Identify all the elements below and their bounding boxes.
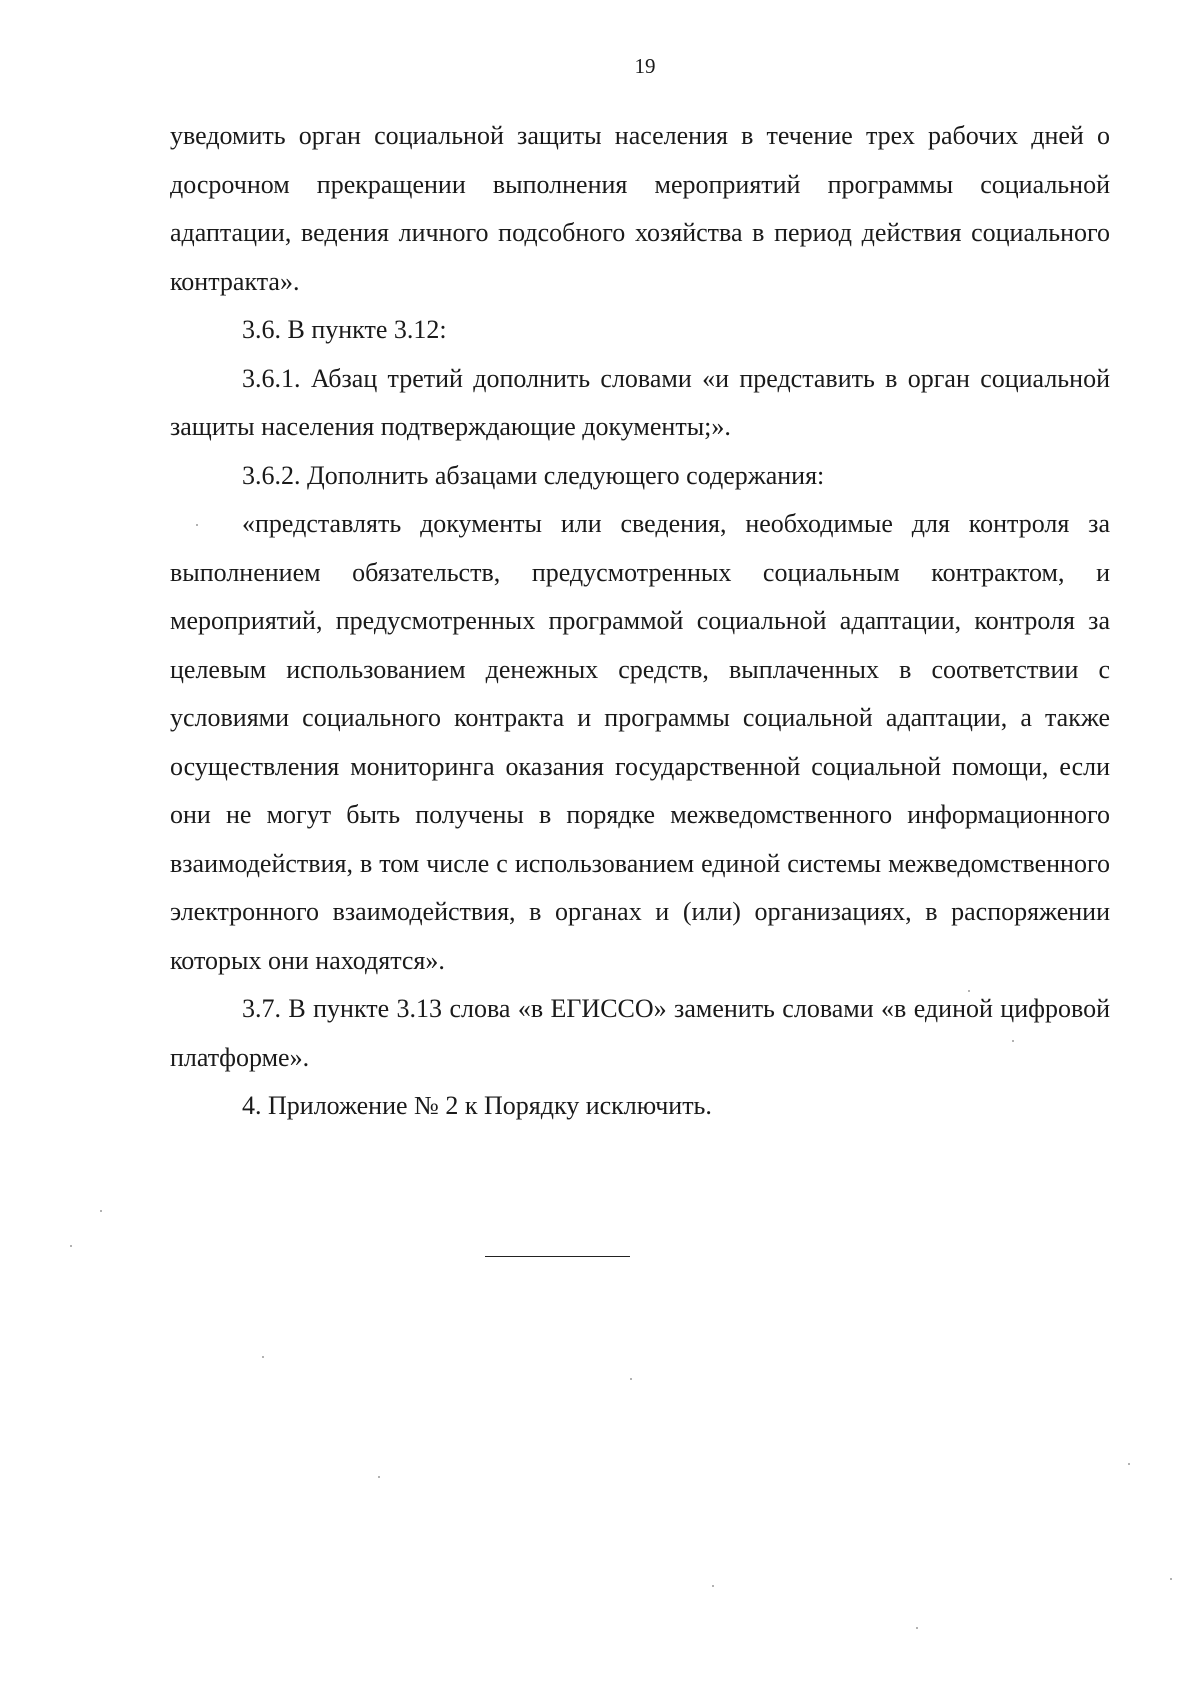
scan-speck [1128, 1463, 1130, 1465]
scan-speck [916, 1627, 918, 1629]
paragraph-3-6-1: 3.6.1. Абзац третий дополнить словами «и представить в орган социальной защиты населения подтверждающие документы;». [170, 363, 1110, 441]
scan-speck [968, 990, 970, 992]
scan-speck [196, 524, 198, 526]
document-body [170, 112, 1110, 1131]
scan-speck [630, 1378, 632, 1380]
scan-speck [1170, 1578, 1172, 1580]
scan-speck [70, 1245, 72, 1247]
paragraph-3-7: 3.7. В пункте 3.13 слова «в ЕГИССО» заменить словами «в единой цифровой платформе». [170, 994, 1110, 1072]
paragraph-3-6: 3.6. В пункте 3.12: [242, 315, 447, 344]
paragraph-3-6-2: 3.6.2. Дополнить абзацами следующего содержания: [242, 460, 825, 490]
scan-speck [378, 1476, 380, 1478]
scan-speck [1012, 1040, 1014, 1042]
paragraph-quoted-addition: «представлять документы или сведения, необходимые для контроля за выполнением обязательств, предусмотренных социальным контрактом, и мероприятий, предусмотренных программой социальной адаптации, контроля за целевым использованием денежных средств, выплаченных в соответствии с условиями социального контракта и программы социальной адаптации, а также осуществления мониторинга оказания государственной социальной помощи, если они не могут быть получены в порядке межведомственного информационного взаимодействия, в том числе с использованием единой системы межведомственного электронного взаимодействия, в органах и (или) организациях, в распоряжении которых они находятся». [170, 509, 1110, 975]
scan-speck [712, 1585, 714, 1587]
page-number: 19 [634, 54, 656, 78]
scan-speck [100, 1210, 102, 1212]
end-of-document-rule [485, 1256, 630, 1257]
paragraph-4: 4. Приложение № 2 к Порядку исключить. [242, 1091, 712, 1120]
paragraph-continuation: уведомить орган социальной защиты населения в течение трех рабочих дней о досрочном прекращении выполнения мероприятий программы социальной адаптации, ведения личного подсобного хозяйства в период действия социального контракта». [170, 121, 1110, 296]
scan-speck [262, 1356, 264, 1358]
